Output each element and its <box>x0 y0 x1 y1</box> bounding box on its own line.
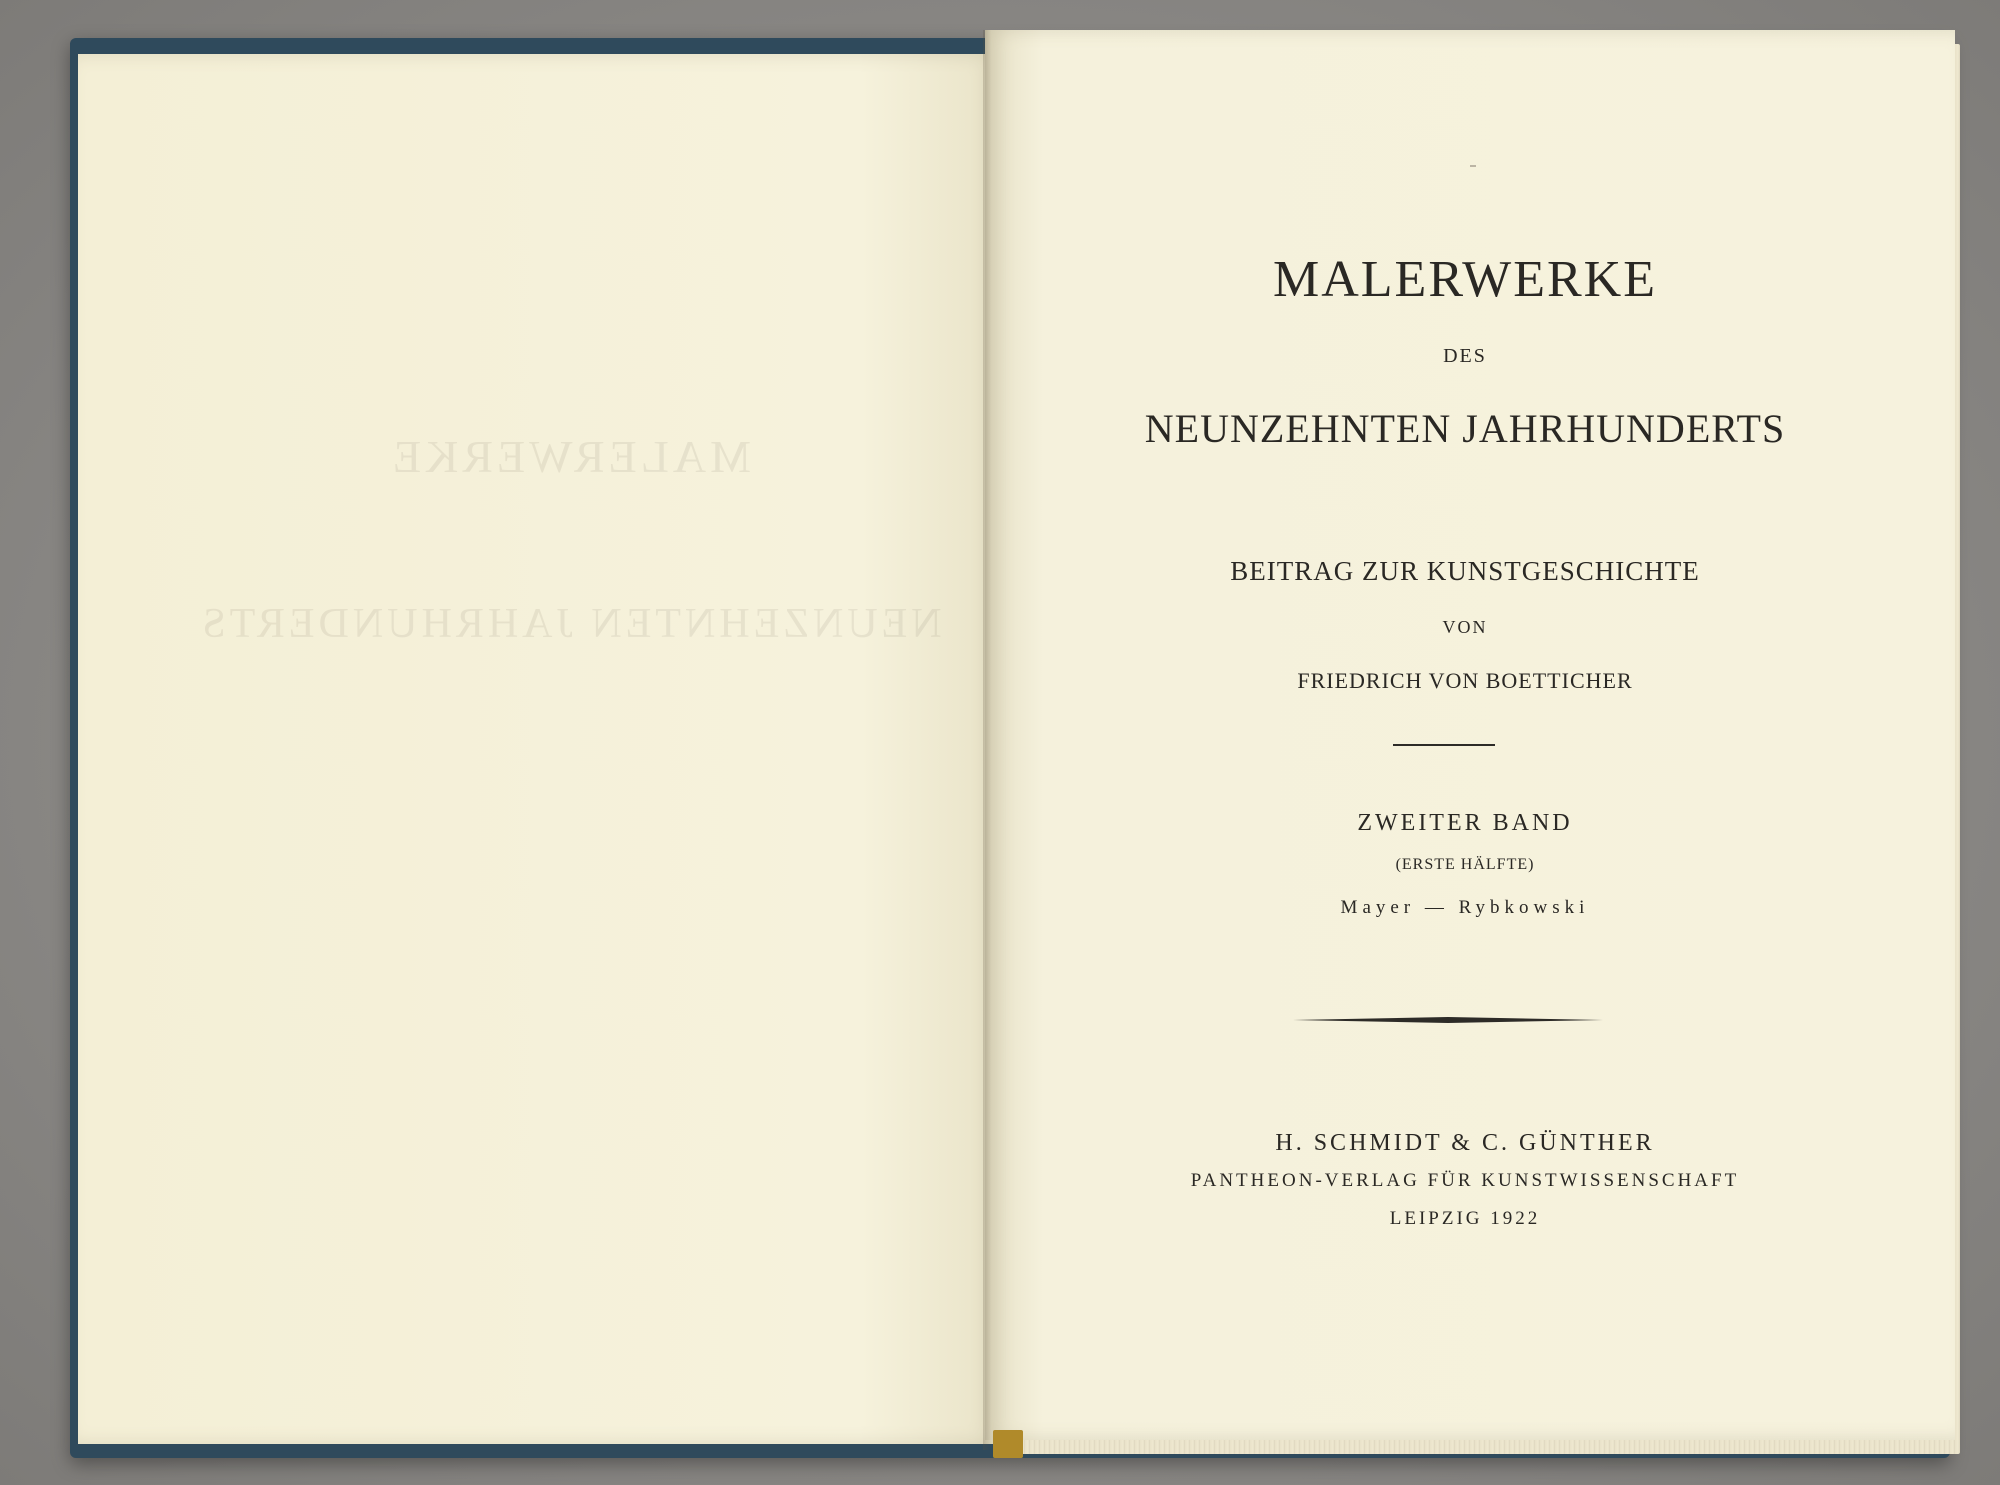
book-gutter <box>983 30 997 1450</box>
title-des: DES <box>1443 345 1487 367</box>
volume-range: Mayer — Rybkowski <box>1340 897 1590 918</box>
author-name: FRIEDRICH VON BOETTICHER <box>1297 668 1633 693</box>
title-von: VON <box>1442 617 1488 637</box>
volume-label: ZWEITER BAND <box>1357 810 1573 836</box>
publication-place-year: LEIPZIG 1922 <box>1389 1208 1541 1229</box>
title-century: NEUNZEHNTEN JAHRHUNDERTS <box>1144 406 1786 451</box>
left-page <box>78 54 998 1444</box>
publisher-name: H. SCHMIDT & C. GÜNTHER <box>1275 1130 1655 1156</box>
publisher-imprint: PANTHEON-VERLAG FÜR KUNSTWISSENSCHAFT <box>1190 1170 1740 1191</box>
short-rule-divider <box>1393 744 1495 746</box>
show-through-text-2: NEUNZEHNTEN JAHRHUNDERTS <box>198 601 942 647</box>
volume-half: (ERSTE HÄLFTE) <box>1395 856 1535 873</box>
main-title: MALERWERKE <box>1273 251 1657 308</box>
ornamental-rule-divider <box>1293 1014 1603 1026</box>
paper-speck <box>1470 165 1476 167</box>
headband <box>993 1430 1023 1458</box>
show-through-text-1: MALERWERKE <box>389 431 751 482</box>
subtitle: BEITRAG ZUR KUNSTGESCHICHTE <box>1230 556 1700 586</box>
